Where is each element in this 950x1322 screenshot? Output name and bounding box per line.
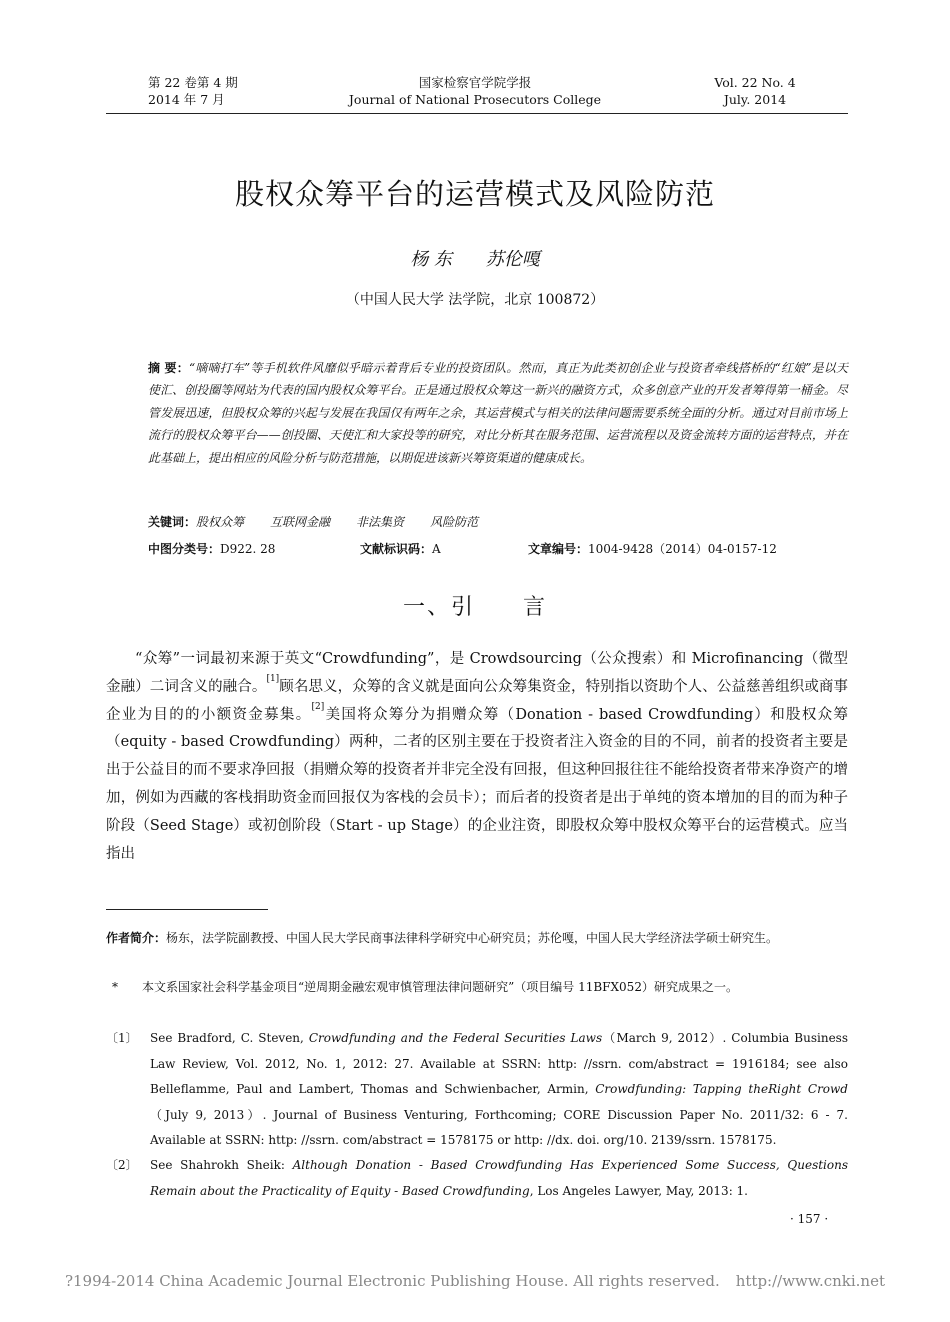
clc-value: D922. 28 (220, 542, 276, 556)
reference-1 (106, 1026, 848, 1154)
text-run: 美国将众筹分为捐赠众筹（Donation - based Crowdfunding）和股权众筹（equity - based Crowdfunding）两种，二者的区别主要在于投资者注入资金的目的不同，前者的投资者主要是出于公益目的而不要求净回报（捐赠众筹的投资者并非完全没有回报，但这种回报往往不能给投资者带来净资产的增加，例如为西藏的客栈捐助资金而回报仅为客栈的会员卡）；而后者的投资者是出于单纯的资本增加的目的而为种子阶段（Seed Stage）或初创阶段（Start - up Stage）的企业注资，即股权众筹中股权众筹平台的运营模式。应当指出 (106, 706, 848, 862)
text-run: See Bradford, C. Steven, (150, 1031, 309, 1045)
reference-label: 〔2〕 (106, 1158, 138, 1172)
citation-ref[interactable]: [1] (266, 673, 280, 684)
author-bio-text: 杨东，法学院副教授、中国人民大学民商事法律科学研究中心研究员；苏伦嘎，中国人民大学经济法学硕士研究生。 (166, 931, 779, 945)
author-list (0, 245, 950, 271)
article-title: 股权众筹平台的运营模式及风险防范 (234, 177, 715, 211)
copyright-watermark (0, 1272, 950, 1290)
reference-label: 〔1〕 (106, 1031, 138, 1045)
doc-code-label: 文献标识码： (360, 542, 433, 556)
keyword: 非法集资 (356, 515, 405, 529)
citation-ref[interactable]: [2] (311, 701, 325, 712)
article-number (528, 540, 777, 557)
volume-issue: 第 22 卷第 4 期 (148, 75, 238, 90)
text-run: （July 9, 2013）. Journal of Business Venturing, Forthcoming; CORE Discussion Paper No. 2011/32: 6 - 7. Available at SSRN: http: //ssrn. com/abstract = 1578175 or http: //dx. doi. org/10. 2139/ssrn. 1578175. (150, 1107, 848, 1147)
text-run: , Los Angeles Lawyer, May, 2013: 1. (529, 1183, 748, 1198)
abstract-text: “嘀嘀打车”等手机软件风靡似乎暗示着背后专业的投资团队。然而，真正为此类初创企业与投资者牵线搭桥的“红娘”是以天使汇、创投圈等网站为代表的国内股权众筹平台。正是通过股权众筹这一新兴的融资方式，众多创意产业的开发者筹得第一桶金。尽管发展迅速，但股权众筹的兴起与发展在我国仅有两年之余，其运营模式与相关的法律问题需要系统全面的分析。通过对目前市场上流行的股权众筹平台——创投圈、天使汇和大家投等的研究，对比分析其在服务范围、运营流程以及资金流转方面的运营特点，并在此基础上，提出相应的风险分析与防范措施，以期促进该新兴筹资渠道的健康成长。 (148, 361, 848, 465)
reference-title: Although Donation - Based Crowdfunding Has Experienced Some Success, Questions Remain about the Practicality of Equity - Based Crowdfunding (150, 1158, 848, 1198)
reference-text (150, 1153, 848, 1204)
publication-date: 2014 年 7 月 (148, 92, 225, 107)
keyword: 互联网金融 (270, 515, 331, 529)
article-number-value: 1004-9428（2014）04-0157-12 (588, 542, 777, 556)
running-header-right (700, 74, 810, 108)
keywords-label: 关键词： (148, 515, 197, 529)
publication-date-en: July. 2014 (723, 92, 787, 107)
header-rule (106, 113, 848, 114)
keywords (148, 513, 504, 530)
cnki-link[interactable]: http://www.cnki.net (735, 1272, 886, 1290)
reference-title: Crowdfunding and the Federal Securities Laws (308, 1031, 603, 1045)
author-name: 杨 东 (410, 249, 452, 270)
funding-text: 本文系国家社会科学基金项目“逆周期金融宏观审慎管理法律问题研究”（项目编号 11BFX052）研究成果之一。 (142, 980, 738, 994)
funding-note (106, 975, 848, 1001)
affiliation: （中国人民大学 法学院，北京 100872） (345, 292, 605, 308)
author-bio (106, 926, 848, 952)
journal-name-en: Journal of National Prosecutors College (348, 92, 602, 107)
section-heading: 一、引 言 (402, 595, 547, 620)
clc-label: 中图分类号： (148, 542, 221, 556)
reference-2 (106, 1153, 848, 1204)
author-bio-text-block (106, 926, 848, 952)
doc-code-value: A (432, 542, 441, 556)
text-run: 顾名思义，众筹的含义就是面向公众筹集资金，特别指以资助个人、公益慈善组织或商事企业为目的的小额资金募集。 (106, 678, 848, 723)
funding-asterisk: * (112, 980, 118, 994)
page-number: · 157 · (790, 1212, 829, 1226)
footnote-rule (106, 909, 268, 910)
reference-text (150, 1026, 848, 1154)
copyright-text: ?1994-2014 China Academic Journal Electronic Publishing House. All rights reserved. (64, 1272, 720, 1290)
text-run: “众筹”一词最初来源于英文“Crowdfunding”，是 Crowdsourcing（公众搜索）和 Microfinancing（微型金融）二词含义的融合。 (106, 651, 848, 695)
paragraph (106, 646, 848, 868)
journal-name-cn: 国家检察官学院学报 (418, 75, 532, 90)
document-code (360, 540, 441, 557)
reference-title: Crowdfunding: Tapping theRight Crowd (595, 1082, 848, 1096)
author-name: 苏伦嘎 (485, 249, 540, 270)
abstract (148, 357, 848, 469)
clc-number (148, 540, 275, 557)
text-run: See Shahrokh Sheik: (150, 1158, 293, 1172)
abstract-label: 摘 要： (148, 361, 189, 375)
body-text (106, 646, 848, 868)
text-run: （March 9, 2012）. Columbia Business Law Review, Vol. 2012, No. 1, 2012: 27. Available at SSRN: http: //ssrn. com/abstract = 1916184; see also Belleflamme, Paul and Lambert, Thomas and Schwienbacher, Armin, (150, 1031, 848, 1096)
article-number-label: 文章编号： (528, 542, 589, 556)
author-bio-label: 作者简介： (106, 931, 167, 945)
keyword: 股权众筹 (196, 515, 245, 529)
keyword: 风险防范 (430, 515, 479, 529)
volume-issue-en: Vol. 22 No. 4 (714, 75, 796, 90)
